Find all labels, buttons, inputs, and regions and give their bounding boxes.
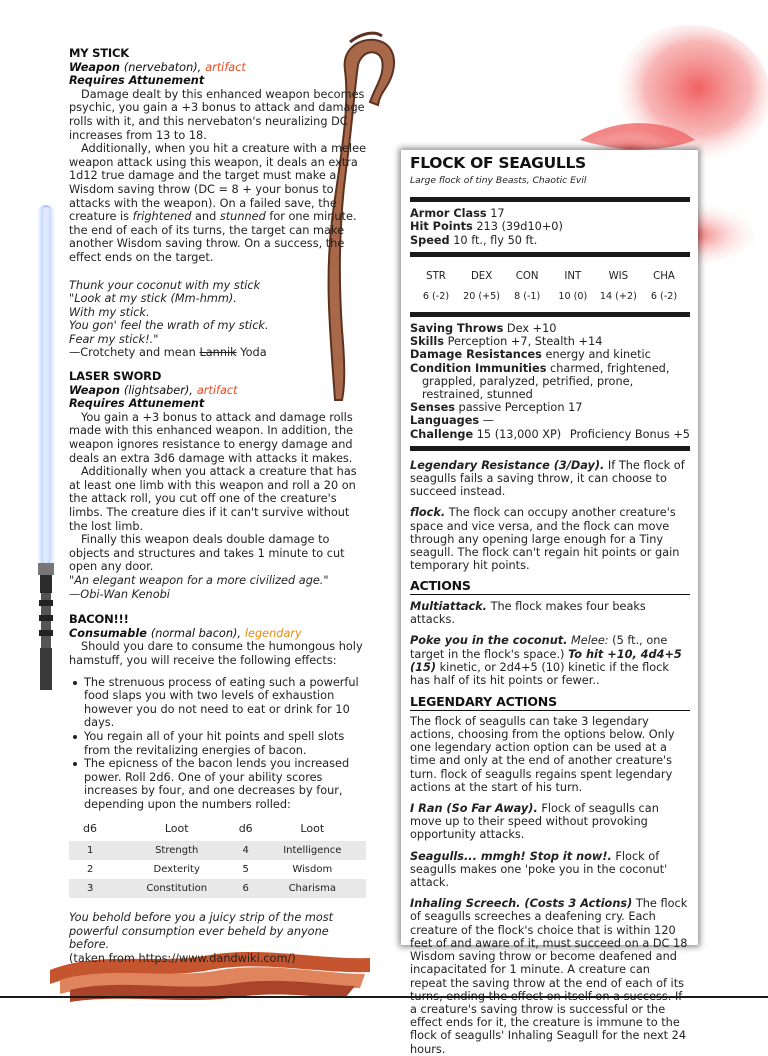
- laser-sword-p1: You gain a +3 bonus to attack and damage rolls made with this enhanced weapon. In addition, the weapon ignores resistance to energy damage and deals an extra 3d6 damage with attacks it makes.: [69, 410, 354, 465]
- ability-score: 8 (-1): [514, 291, 541, 303]
- skills-value: Perception +7, Stealth +14: [447, 335, 603, 349]
- hit-points-value: 213 (39d10+0): [476, 220, 563, 234]
- monster-name: FLOCK OF SEAGULLS: [410, 154, 586, 172]
- ability-names: [410, 270, 690, 284]
- damage-resistances-label: Damage Resistances: [410, 348, 542, 362]
- monster-type: Large flock of tiny Beasts, Chaotic Evil: [410, 174, 587, 186]
- rule-divider: [410, 312, 690, 317]
- speed-line: [410, 234, 690, 247]
- quote-line: Thunk your coconut with my stick: [69, 278, 261, 292]
- action-reach: (5 ft., one target in the flock's space.): [410, 634, 668, 661]
- condition-immunities-value: charmed, frightened, grappled, paralyzed, petrified, prone, restrained, stunned: [422, 361, 670, 401]
- challenge-label: Challenge: [410, 427, 474, 441]
- ability-scores: [410, 290, 690, 304]
- bacon-effects-list: [69, 676, 369, 812]
- laser-sword-p2: Additionally when you attack a creature that has at least one limb with this weapon and roll a 20 on the attack roll, you cut off one of the creature's limbs. The creature dies if it can't survive without the lost limb.: [69, 465, 357, 533]
- trait-legendary-resistance: [410, 459, 690, 499]
- left-column: [69, 47, 369, 965]
- laser-sword-attunement: Requires Attunement: [69, 397, 205, 411]
- ability-score: 10 (0): [558, 291, 588, 303]
- action-poke: [410, 634, 690, 687]
- list-item: The strenuous process of eating such a powerful food slaps you with two levels of exhaustion however you do not need to eat or drink for 10 days.: [69, 676, 369, 730]
- damage-resistances-value: energy and kinetic: [545, 348, 651, 362]
- list-item: The epicness of the bacon lends you increased power. Roll 2d6. One of your ability scores increases by four, and one decreases by four, depending upon the numbers rolled:: [69, 757, 369, 811]
- bacon-p1: Should you dare to consume the humongous holy hamstuff, you will receive the following effects:: [69, 640, 363, 667]
- melee-label: Melee:: [571, 634, 609, 648]
- trait-flock: [410, 506, 690, 572]
- ability-score: 20 (+5): [463, 291, 501, 303]
- hit-points-line: [410, 220, 690, 233]
- trait-name: Legendary Resistance (3/Day).: [410, 458, 605, 472]
- table-header: d6: [238, 822, 253, 836]
- action-name: Poke you in the coconut.: [410, 634, 568, 648]
- legendary-action-inhaling-screech: [410, 897, 690, 1055]
- speed-label: Speed: [410, 233, 450, 247]
- saving-throws-label: Saving Throws: [410, 321, 504, 335]
- ability-name: CHA: [653, 270, 675, 282]
- table-cell: 5: [242, 863, 249, 875]
- laser-sword-p3: Finally this weapon deals double damage to objects and structures and takes 1 minute to cut open any door.: [69, 533, 345, 574]
- quote-line: With my stick.: [69, 305, 150, 319]
- legendary-action-name: Seagulls... mmgh! Stop it now!.: [410, 849, 612, 863]
- table-header: Loot: [300, 822, 325, 836]
- my-stick-p2-and: and: [194, 210, 217, 224]
- ability-name: CON: [515, 270, 539, 282]
- table-header: Loot: [164, 822, 189, 836]
- my-stick-rarity: artifact: [205, 60, 246, 74]
- ability-score: 6 (-2): [422, 291, 450, 303]
- senses-label: Senses: [410, 401, 455, 415]
- table-cell: Constitution: [121, 879, 233, 898]
- trait-name: flock.: [410, 506, 446, 520]
- laser-sword-subtype: (lightsaber),: [123, 383, 193, 397]
- quote-line: "Look at my stick (Mm-hmm).: [69, 292, 237, 306]
- languages-label: Languages: [410, 414, 480, 428]
- secondary-stats: [410, 322, 690, 441]
- legendary-action-name: I Ran (So Far Away).: [410, 802, 538, 816]
- my-stick-p1: Damage dealt by this enhanced weapon becomes psychic, you gain a +3 bonus to attack and damage rolls with it, and this nervebaton's neuralizing DC increases from 13 to 18.: [69, 87, 365, 142]
- laser-sword-title: LASER SWORD: [69, 369, 162, 384]
- bacon-subtitle: [69, 627, 369, 641]
- condition-immunities-label: Condition Immunities: [410, 361, 547, 375]
- ability-name: WIS: [608, 270, 629, 282]
- rule-divider: [410, 197, 690, 202]
- saving-throws-value: Dex +10: [506, 321, 557, 335]
- legendary-intro: The flock of seagulls can take 3 legendary actions, choosing from the options below. Only one legendary action option can be used at a time and only at the end of another creature's turn. flock of seagulls regains spent legendary actions at the start of his turn.: [410, 714, 675, 794]
- ability-name: STR: [426, 270, 446, 282]
- armor-class-line: [410, 207, 690, 220]
- table-cell: 3: [69, 879, 121, 898]
- rule-divider: [410, 252, 690, 257]
- my-stick-attunement: Requires Attunement: [69, 74, 205, 88]
- bacon-section: [69, 613, 369, 965]
- table-cell: Charisma: [259, 879, 366, 898]
- laser-sword-section: [69, 370, 369, 601]
- table-cell: 1: [69, 841, 121, 860]
- quote-line: You gon' feel the wrath of my stick.: [69, 319, 269, 333]
- legendary-action-text: Flock of seagulls makes one 'poke you in the coconut' attack.: [410, 849, 668, 890]
- challenge-line: [410, 428, 690, 441]
- legendary-action-name: Inhaling Screech. (Costs 3 Actions): [410, 897, 633, 911]
- table-cell: Strength: [121, 841, 233, 860]
- legendary-action-i-ran: [410, 802, 690, 842]
- armor-class-label: Armor Class: [410, 207, 487, 221]
- bacon-rarity: legendary: [244, 626, 302, 640]
- ability-name: INT: [564, 270, 582, 282]
- senses-line: [410, 401, 690, 414]
- table-cell: Dexterity: [153, 863, 200, 875]
- action-name: Multiattack.: [410, 600, 487, 614]
- quote-line: Fear my stick!.": [69, 332, 159, 346]
- my-stick-attribution: [69, 346, 369, 360]
- hit-points-label: Hit Points: [410, 220, 473, 234]
- legendary-action-text: The flock of seagulls screeches a deafening cry. Each creature of the flock's choice that is within 120 feet of and aware of it, must succeed on a DC 18 Wisdom saving throw or become deafened and incapacitated for 1 minute. A creature can repeat the saving throw at the end of each of its a creature's saving throw is successful or the effect ends for it, the creature is immune to the flock of seagulls' Inhaling Seagull for the next 24 hours.: [410, 897, 688, 1056]
- laser-sword-quote: "An elegant weapon for a more civilized age.": [69, 573, 329, 587]
- table-cell: Intelligence: [259, 841, 366, 860]
- my-stick-p2: [69, 142, 369, 264]
- saving-throws-line: [410, 322, 690, 335]
- languages-line: [410, 414, 690, 427]
- action-text: kinetic, or 2d4+5 (10) kinetic if the flock has half of its hit points or fewer..: [410, 660, 669, 688]
- attribution-suffix: Yoda: [240, 346, 267, 360]
- proficiency-bonus: Proficiency Bonus +5: [569, 427, 690, 441]
- stat-block: [401, 150, 698, 1056]
- ability-name: DEX: [470, 270, 493, 282]
- challenge-value: 15 (13,000 XP): [476, 427, 562, 441]
- loot-table: [69, 820, 366, 898]
- attribution-struck: Lannik: [199, 346, 237, 360]
- action-text: The flock makes four beaks attacks.: [410, 600, 646, 627]
- my-stick-title: MY STICK: [69, 46, 129, 60]
- core-stats: [410, 207, 690, 247]
- trait-text: The flock can occupy another creature's space and vice versa, and the flock can move through any opening large enough for a Tiny seagull. The flock can't regain hit points or gain temporary hit points.: [410, 506, 680, 573]
- bacon-closing-quote: You behold before you a juicy strip of the most powerful consumption ever beheld by anyone before.: [69, 911, 334, 952]
- challenge-group: [410, 428, 561, 441]
- my-stick-p2-start: Additionally, when you hit a creature with a melee weapon attack using this weapon, it deals an extra 1d12 true damage and the target must make a Wisdom saving throw (DC = 8 + your bonus to attacks with the weapon). On a failed save, the creature is: [69, 142, 367, 224]
- table-cell: 2: [87, 863, 94, 875]
- my-stick-subtitle: [69, 61, 369, 75]
- bacon-subtype: (normal bacon),: [150, 626, 241, 640]
- bacon-source: (taken from https://www.dandwiki.com/): [69, 951, 296, 965]
- laser-sword-type: Weapon: [69, 383, 120, 397]
- list-item: You regain all of your hit points and spell slots from the revitalizing energies of bacon.: [69, 730, 369, 757]
- stat-block-inner: [410, 150, 690, 1056]
- laser-sword-attribution: —Obi-Wan Kenobi: [69, 587, 170, 601]
- bacon-type: Consumable: [69, 626, 147, 640]
- table-header: d6: [83, 822, 97, 836]
- frightened-term: frightened: [132, 210, 192, 224]
- rule-divider: [410, 446, 690, 451]
- table-cell: 4: [233, 841, 259, 860]
- legendary-actions-heading: LEGENDARY ACTIONS: [410, 695, 690, 711]
- action-multiattack: [410, 600, 690, 626]
- my-stick-section: [69, 47, 369, 360]
- armor-class-value: 17: [490, 207, 505, 221]
- lightsaber-art: [28, 205, 64, 695]
- table-cell: Wisdom: [292, 863, 333, 875]
- condition-immunities-line: [410, 362, 690, 402]
- bacon-title: BACON!!!: [69, 612, 129, 627]
- ability-score: 14 (+2): [599, 291, 637, 303]
- table-cell: 6: [233, 879, 259, 898]
- laser-sword-subtitle: [69, 384, 369, 398]
- my-stick-quote: [69, 279, 369, 347]
- actions-heading: ACTIONS: [410, 579, 690, 595]
- legendary-action-stop-it: [410, 850, 690, 890]
- senses-value: passive Perception 17: [458, 401, 583, 415]
- trait-text: If The flock of seagulls fails a saving throw, it can choose to succeed instead.: [410, 458, 685, 499]
- damage-resistances-line: [410, 348, 690, 361]
- my-stick-subtype: (nervebaton),: [123, 60, 202, 74]
- laser-sword-rarity: artifact: [196, 383, 238, 397]
- ability-score: 6 (-2): [650, 291, 678, 303]
- stunned-term: stunned: [219, 210, 266, 224]
- page-bottom-rule: [0, 996, 768, 998]
- skills-line: [410, 335, 690, 348]
- attribution-prefix: —Crotchety and mean: [69, 346, 196, 360]
- table-row: [69, 879, 366, 898]
- table-row: [69, 860, 366, 879]
- speed-value: 10 ft., fly 50 ft.: [453, 233, 538, 247]
- languages-value: —: [482, 414, 494, 428]
- my-stick-p2-end: for one minute. the end of each of its turns, the target can make another Wisdom saving throw. On a success, the effect ends on the target.: [69, 210, 357, 264]
- loot-table-header: [69, 820, 366, 841]
- skills-label: Skills: [410, 335, 444, 349]
- table-row: [69, 841, 366, 860]
- my-stick-type: Weapon: [69, 60, 120, 74]
- legendary-action-text: Flock of seagulls can move up to their speed without provoking opportunity attacks.: [410, 802, 659, 842]
- action-hit: To hit +10, 4d4+5 (15): [410, 647, 682, 674]
